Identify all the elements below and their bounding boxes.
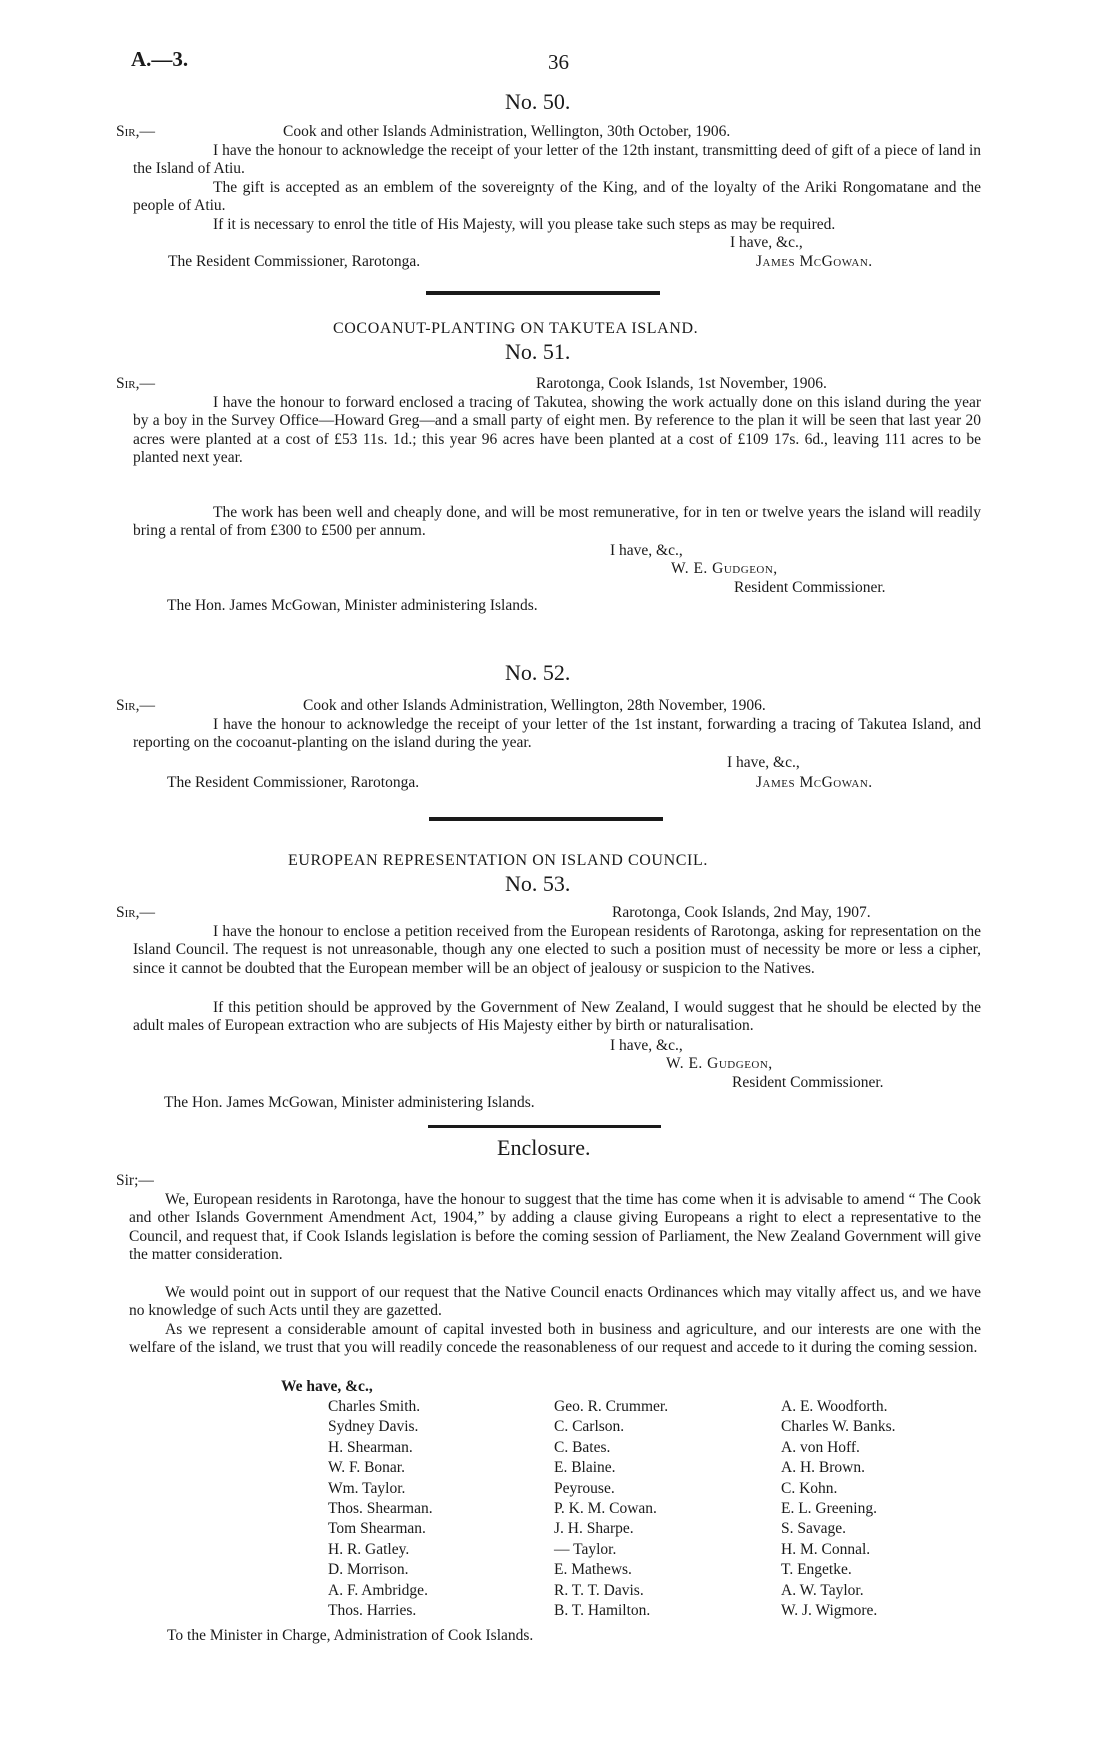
letter-50-paragraph-3: If it is necessary to enrol the title of His Majesty, will you please take such steps as may be required. <box>213 216 836 233</box>
enclosure-paragraph-1: We, European residents in Rarotonga, have the honour to suggest that the time has come when it is advisable to amend “ The Cook and other Islands Government Amendment Act, 1904,” by adding a clause giving Europeans a right to elect a representative to the Council, and request that, if Cook Islands legislation is before the coming session of Parliament, the New Zealand Government will give the matter consideration. <box>129 1191 981 1263</box>
enclosure-paragraph-2: We would point out in support of our request that the Native Council enacts Ordinances which may vitally affect us, and we have no knowledge of such Acts until they are gazetted. <box>129 1284 981 1320</box>
letter-53-salutation: Sir,— <box>116 904 155 921</box>
signatory: Thos. Shearman. <box>328 1499 433 1517</box>
signatory: Thos. Harries. <box>328 1601 417 1619</box>
letter-53-place-date: Rarotonga, Cook Islands, 2nd May, 1907. <box>612 904 871 921</box>
signatory: W. J. Wigmore. <box>781 1601 878 1619</box>
letter-52-signature: James McGowan. <box>756 774 873 791</box>
signatory: H. M. Connal. <box>781 1540 871 1558</box>
letter-51-number: No. 51. <box>505 339 571 364</box>
signatory: S. Savage. <box>781 1520 847 1538</box>
letter-52-paragraph-1: I have the honour to acknowledge the receipt of your letter of the 1st instant, forwarding a tracing of Takutea Island, and reporting on the cocoanut-planting on the island during the year. <box>133 716 981 752</box>
letter-53-signature-title: Resident Commissioner. <box>732 1074 884 1091</box>
letter-53-addressee: The Hon. James McGowan, Minister administering Islands. <box>164 1094 535 1111</box>
letter-51-paragraph-1: I have the honour to forward enclosed a tracing of Takutea, showing the work actually done on this island during the year by a boy in the Survey Office—Howard Greg—and a small party of eight men. By reference to the plan it will be seen that last year 20 acres were planted at a cost of £53 11s. 1d.; this year 96 acres have been planted at a cost of £109 17s. 6d., leaving 111 acres to be planted next year. <box>133 394 981 466</box>
letter-50-closing: I have, &c., <box>730 234 803 251</box>
letter-50-paragraph-2: The gift is accepted as an emblem of the sovereignty of the King, and of the loyalty of the Ariki Rongomatane and the people of Atiu. <box>133 179 981 215</box>
signatory: A. W. Taylor. <box>781 1581 864 1599</box>
enclosure-paragraph-3: As we represent a considerable amount of capital invested both in business and agriculture, and our interests are one with the welfare of the island, we trust that you will readily concede the reasonableness of our request and accede to it during the coming session. <box>129 1321 981 1357</box>
signatory: Charles Smith. <box>328 1398 421 1415</box>
series-label: A.—3. <box>131 47 189 71</box>
letter-51-place-date: Rarotonga, Cook Islands, 1st November, 1906. <box>536 375 827 392</box>
letter-51-addressee: The Hon. James McGowan, Minister administering Islands. <box>167 597 538 614</box>
enclosure-addressee: To the Minister in Charge, Administration of Cook Islands. <box>167 1627 534 1644</box>
signatory: E. Mathews. <box>554 1561 632 1579</box>
signatory: J. H. Sharpe. <box>554 1520 634 1538</box>
letter-50-place-date: Cook and other Islands Administration, Wellington, 30th October, 1906. <box>283 123 731 140</box>
signatory: A. von Hoff. <box>781 1438 860 1456</box>
enclosure-salutation: Sir;— <box>116 1172 154 1189</box>
signatory: D. Morrison. <box>328 1561 409 1579</box>
signatory: C. Kohn. <box>781 1479 838 1497</box>
signatory: A. E. Woodforth. <box>781 1398 888 1415</box>
page-number: 36 <box>548 50 569 74</box>
signatories-column-3 <box>781 1397 991 1621</box>
signatory: Charles W. Banks. <box>781 1418 896 1436</box>
letter-51-section-title: COCOANUT-PLANTING ON TAKUTEA ISLAND. <box>333 320 699 337</box>
signatory: A. F. Ambridge. <box>328 1581 428 1599</box>
signatory: E. L. Greening. <box>781 1499 877 1517</box>
signatory: T. Engetke. <box>781 1561 852 1579</box>
signatory: Tom Shearman. <box>328 1520 426 1538</box>
signatory: P. K. M. Cowan. <box>554 1499 657 1517</box>
enclosure-closing: We have, &c., <box>281 1378 373 1395</box>
letter-51-salutation: Sir,— <box>116 375 155 392</box>
letter-50-addressee: The Resident Commissioner, Rarotonga. <box>168 253 421 270</box>
letter-50-salutation: Sir,— <box>116 123 155 140</box>
signatory: — Taylor. <box>554 1540 617 1558</box>
section-divider <box>429 817 663 821</box>
letter-51-closing: I have, &c., <box>610 542 683 559</box>
signatory: Geo. R. Crummer. <box>554 1398 669 1415</box>
letter-51-signature: W. E. Gudgeon, <box>671 560 778 577</box>
letter-53-section-title: EUROPEAN REPRESENTATION ON ISLAND COUNCIL. <box>288 852 708 869</box>
signatory: Sydney Davis. <box>328 1418 419 1436</box>
letter-53-paragraph-2: If this petition should be approved by the Government of New Zealand, I would suggest that he should be elected by the adult males of European extraction who are subjects of His Majesty either by birth or naturalisation. <box>133 999 981 1035</box>
signatory: Wm. Taylor. <box>328 1479 406 1497</box>
letter-52-salutation: Sir,— <box>116 697 155 714</box>
letter-51-paragraph-2: The work has been well and cheaply done, and will be most remunerative, for in ten or twelve years the island will readily bring a rental of from £300 to £500 per annum. <box>133 504 981 540</box>
letter-53-signature: W. E. Gudgeon, <box>666 1055 773 1072</box>
letter-53-paragraph-1: I have the honour to enclose a petition received from the European residents of Rarotonga, asking for representation on the Island Council. The request is not unreasonable, though any one elected to such a position must of necessity be more or less a cipher, since it cannot be doubted that the European member will be an object of jealousy or suspicion to the Natives. <box>133 923 981 977</box>
enclosure-title: Enclosure. <box>497 1135 591 1160</box>
letter-52-closing: I have, &c., <box>727 754 800 771</box>
letter-53-number: No. 53. <box>505 871 571 896</box>
letter-51-signature-title: Resident Commissioner. <box>734 579 886 596</box>
signatories-column-2 <box>554 1397 764 1621</box>
signatory: E. Blaine. <box>554 1459 616 1477</box>
section-divider <box>426 291 660 295</box>
letter-52-addressee: The Resident Commissioner, Rarotonga. <box>167 774 420 791</box>
signatory: Peyrouse. <box>554 1479 615 1497</box>
letter-50-number: No. 50. <box>505 89 571 114</box>
section-divider <box>428 1125 661 1128</box>
signatory: B. T. Hamilton. <box>554 1601 651 1619</box>
letter-52-place-date: Cook and other Islands Administration, Wellington, 28th November, 1906. <box>303 697 766 714</box>
signatory: H. Shearman. <box>328 1438 413 1456</box>
signatory: W. F. Bonar. <box>328 1459 405 1477</box>
signatories-column-1 <box>328 1397 538 1621</box>
letter-50-signature: James McGowan. <box>756 253 873 270</box>
letter-50-paragraph-1: I have the honour to acknowledge the receipt of your letter of the 12th instant, transmitting deed of gift of a piece of land in the Island of Atiu. <box>133 142 981 178</box>
signatory: C. Carlson. <box>554 1418 625 1436</box>
letter-52-number: No. 52. <box>505 660 571 685</box>
signatory: H. R. Gatley. <box>328 1540 410 1558</box>
signatory: C. Bates. <box>554 1438 611 1456</box>
letter-53-closing: I have, &c., <box>610 1037 683 1054</box>
signatory: A. H. Brown. <box>781 1459 865 1477</box>
signatory: R. T. T. Davis. <box>554 1581 644 1599</box>
